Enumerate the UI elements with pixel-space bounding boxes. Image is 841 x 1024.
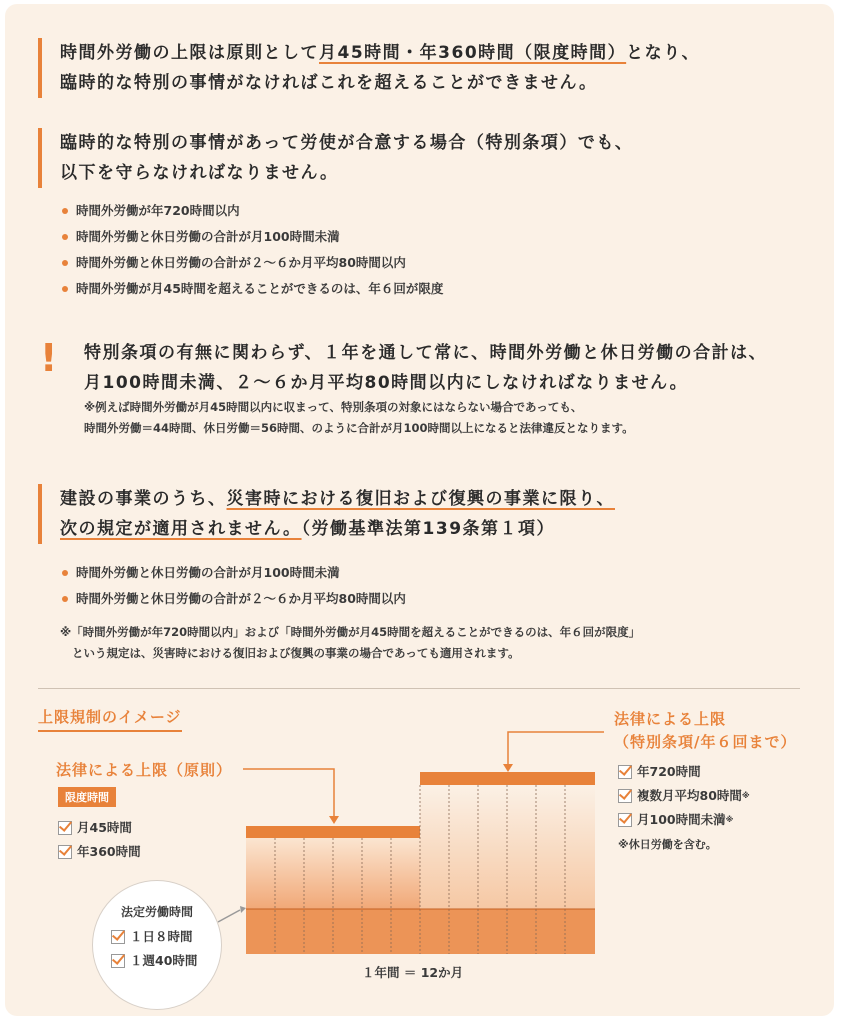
- x-axis-label: １年間 ＝ 12か月: [362, 965, 464, 980]
- limit-hours-badge: 限度時間: [58, 787, 116, 807]
- checkmark-icon: [111, 954, 125, 968]
- special-clause-area: [420, 784, 595, 909]
- diagram-title: 上限規制のイメージ: [38, 706, 182, 732]
- principle-limit-bar: [246, 826, 420, 838]
- checkmark-icon: [58, 845, 72, 859]
- check-item: 年360時間: [58, 840, 141, 864]
- list-item: 時間外労働と休日労働の合計が月100時間未満: [62, 224, 443, 250]
- always-rule-note: ※例えば時間外労働が月45時間以内に収まって、特別条項の対象にはならない場合であっても、 時間外労働＝44時間、休日労働＝56時間、のように合計が月100時間以上になると法律違反となります。: [84, 400, 634, 435]
- principle-callout-line: [243, 769, 334, 818]
- checkmark-icon: [618, 813, 632, 827]
- special-clause-heading: 臨時的な特別の事情があって労使が合意する場合（特別条項）でも、 以下を守らなければなりません。: [38, 128, 633, 188]
- check-item: １週40時間: [111, 949, 197, 973]
- special-callout-line: [508, 732, 604, 766]
- exclamation-icon: !: [40, 336, 58, 380]
- always-rule-heading: 特別条項の有無に関わらず、１年を通して常に、時間外労働と休日労働の合計は、 月100時間未満、２～６か月平均80時間以内にしなければなりません。: [84, 343, 768, 393]
- principle-label: 法律による上限（原則）: [56, 761, 233, 779]
- checkmark-icon: [618, 789, 632, 803]
- principle-checklist: [58, 816, 141, 864]
- check-item: 年720時間: [618, 760, 750, 784]
- list-item: 時間外労働と休日労働の合計が２～６か月平均80時間以内: [62, 250, 443, 276]
- checkmark-icon: [111, 930, 125, 944]
- legal-callout-arrow: [218, 910, 240, 922]
- list-item: 時間外労働が月45時間を超えることができるのは、年６回が限度: [62, 276, 443, 302]
- special-label: 法律による上限 （特別条項/年６回まで）: [614, 710, 797, 751]
- statutory-hours-area: [246, 909, 595, 954]
- checkmark-icon: [618, 765, 632, 779]
- check-item: 月100時間未満 ※: [618, 808, 750, 832]
- check-item: １日８時間: [111, 925, 197, 949]
- upper-limit-principle-heading: 時間外労働の上限は原則として月45時間・年360時間（限度時間）となり、 臨時的な特別の事情がなければこれを超えることができません。: [38, 38, 700, 98]
- check-item: 月45時間: [58, 816, 141, 840]
- special-checklist: 年720時間 複数月平均80時間 ※ 月100時間未満 ※ ※休日労働を含む。: [618, 760, 750, 852]
- check-item: 複数月平均80時間 ※: [618, 784, 750, 808]
- construction-exception-note: ※「時間外労働が年720時間以内」および「時間外労働が月45時間を超えることができるのは、年６回が限度」 という規定は、災害時における復旧および復興の事業の場合であっても適用されます。: [60, 625, 641, 660]
- list-item: 時間外労働と休日労働の合計が２～６か月平均80時間以内: [62, 586, 406, 612]
- statutory-hours-circle: 法定労働時間 １日８時間 １週40時間: [92, 880, 222, 1010]
- special-limit-bar: [420, 772, 595, 785]
- list-item: 時間外労働と休日労働の合計が月100時間未満: [62, 560, 406, 586]
- list-item: 時間外労働が年720時間以内: [62, 198, 443, 224]
- construction-exception-heading: 建設の事業のうち、災害時における復旧および復興の事業に限り、 次の規定が適用されません。（労働基準法第139条第１項）: [38, 484, 615, 544]
- checkmark-icon: [58, 821, 72, 835]
